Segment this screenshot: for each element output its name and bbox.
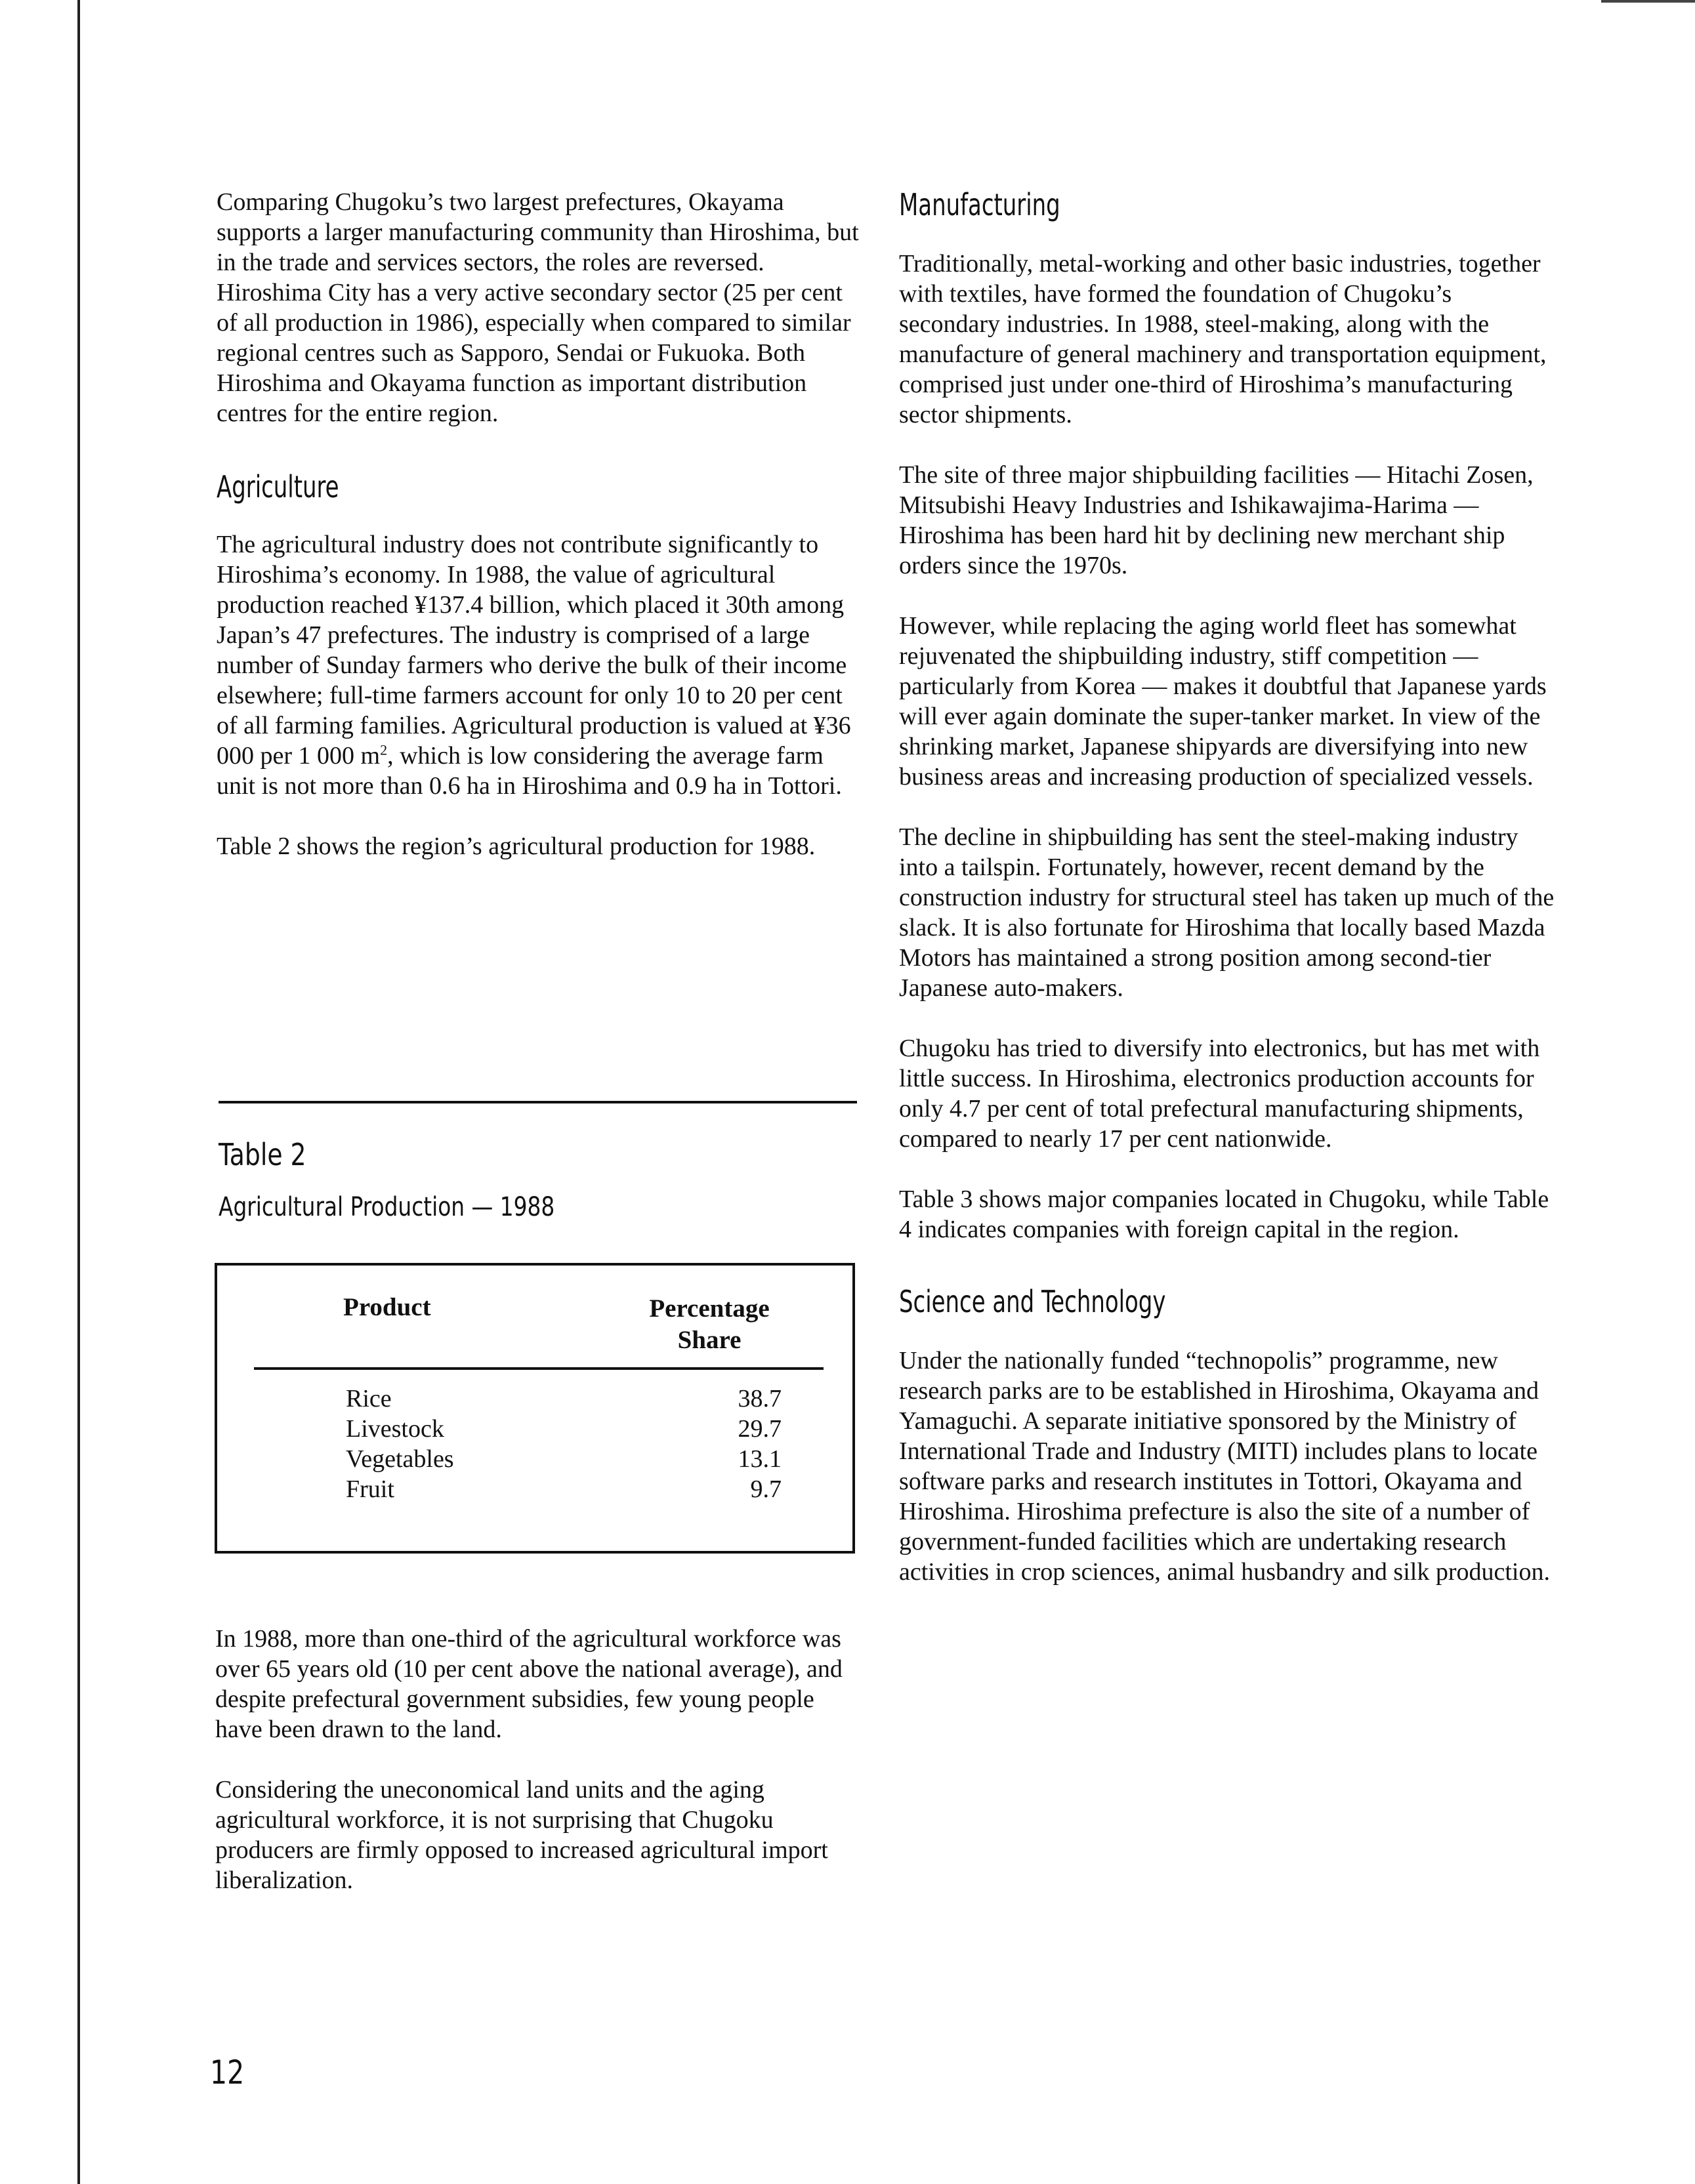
manufacturing-paragraph-4: The decline in shipbuilding has sent the steel-making industry into a tailspin. Fortunately, however, recent demand by the construction industry for structural steel has taken up much of the slack. It is also fortunate for Hiroshima that locally based Mazda Motors has maintained a strong position among second-tier Japanese auto-makers. bbox=[899, 823, 1555, 1002]
after-table-paragraph-1: In 1988, more than one-third of the agricultural workforce was over 65 years old (10 per cent above the national average), and despite prefectural government subsidies, few young people have been drawn to the land. bbox=[215, 1625, 843, 1743]
science-paragraph-1: Under the nationally funded “technopolis” programme, new research parks are to be established in Hiroshima, Okayama and Yamaguchi. A separate initiative sponsored by the Ministry of International Trade and Industry (MITI) includes plans to locate software parks and research institutes in Tottori, Okayama and Hiroshima. Hiroshima prefecture is also the site of a number of government-funded facilities which are undertaking research activities in crop sciences, animal husbandry and silk production. bbox=[899, 1347, 1550, 1586]
manufacturing-paragraph-6: Table 3 shows major companies located in Chugoku, while Table 4 indicates companies with foreign capital in the region. bbox=[899, 1185, 1549, 1243]
page-binding-edge bbox=[77, 0, 80, 2184]
table-row bbox=[217, 1474, 852, 1504]
agriculture-heading: Agriculture bbox=[217, 469, 339, 505]
left-column bbox=[217, 187, 866, 861]
cell-share: 9.7 bbox=[750, 1475, 782, 1503]
cell-product: Rice bbox=[346, 1385, 392, 1412]
header-share-line-1: Percentage bbox=[649, 1294, 770, 1323]
cell-share: 38.7 bbox=[738, 1385, 782, 1412]
after-table-paragraph-2: Considering the uneconomical land units and the aging agricultural workforce, it is not surprising that Chugoku producers are firmly opposed to increased agricultural import liberalization. bbox=[215, 1776, 828, 1894]
science-technology-heading: Science and Technology bbox=[899, 1284, 1166, 1319]
table-2-title: Table 2 bbox=[219, 1137, 306, 1172]
cell-share: 29.7 bbox=[738, 1415, 782, 1443]
cell-product: Fruit bbox=[346, 1475, 394, 1503]
left-column-lower bbox=[215, 1624, 865, 1895]
table-row bbox=[217, 1444, 852, 1474]
agriculture-p1-text: The agricultural industry does not contribute significantly to Hiroshima’s economy. In 1988, the value of agricultural production reached ¥137.4 billion, which placed it 30th among Japan’s 47 prefectures. The industry is comprised of a large number of Sunday farmers who derive the bulk of their income elsewhere; full-time farmers account for only 10 to 20 per cent of all farming families. Agricultural production is valued at ¥36 000 per 1 000 m bbox=[217, 531, 851, 770]
manufacturing-heading: Manufacturing bbox=[899, 187, 1060, 222]
table-row bbox=[217, 1414, 852, 1444]
superscript-2: 2 bbox=[380, 741, 388, 758]
header-percentage-share bbox=[617, 1293, 801, 1356]
manufacturing-paragraph-3: However, while replacing the aging world fleet has somewhat rejuvenated the shipbuilding industry, stiff competition — particularly from Korea — makes it doubtful that Japanese yards will ever again dominate the super-tanker market. In view of the shrinking market, Japanese shipyards are diversifying into new business areas and increasing production of specialized vessels. bbox=[899, 612, 1547, 791]
agriculture-paragraph-2: Table 2 shows the region’s agricultural production for 1988. bbox=[217, 833, 816, 860]
intro-paragraph: Comparing Chugoku’s two largest prefectures, Okayama supports a larger manufacturing community than Hiroshima, but in the trade and services sectors, the roles are reversed. Hiroshima City has a very active secondary sector (25 per cent of all production in 1986), especially when compared to similar regional centres such as Sapporo, Sendai or Fukuoka. Both Hiroshima and Okayama function as important distribution centres for the entire region. bbox=[217, 188, 859, 427]
agricultural-production-table bbox=[215, 1263, 855, 1554]
cell-product: Livestock bbox=[346, 1415, 444, 1443]
header-rule bbox=[254, 1367, 824, 1370]
agriculture-p1-text-cont: , which is low considering the average farm unit is not more than 0.6 ha in Hiroshima and 0.9 ha in Tottori. bbox=[217, 742, 842, 800]
table-row bbox=[217, 1384, 852, 1414]
header-share-line-2: Share bbox=[677, 1326, 742, 1354]
manufacturing-paragraph-1: Traditionally, metal-working and other basic industries, together with textiles, have formed the foundation of Chugoku’s secondary industries. In 1988, steel-making, along with the manufacture of general machinery and transportation equipment, comprised just under one-third of Hiroshima’s manufacturing sector shipments. bbox=[899, 250, 1547, 428]
page-number: 12 bbox=[210, 2053, 245, 2091]
cell-product: Vegetables bbox=[346, 1445, 454, 1473]
table-2-subtitle: Agricultural Production — 1988 bbox=[219, 1192, 555, 1222]
agriculture-paragraph-1 bbox=[217, 529, 866, 801]
cell-share: 13.1 bbox=[738, 1445, 782, 1473]
manufacturing-paragraph-5: Chugoku has tried to diversify into electronics, but has met with little success. In Hiroshima, electronics production accounts for only 4.7 per cent of total prefectural manufacturing shipments, compared to nearly 17 per cent nationwide. bbox=[899, 1035, 1540, 1153]
right-column bbox=[899, 187, 1555, 1587]
top-edge-rule bbox=[1601, 0, 1695, 3]
manufacturing-paragraph-2: The site of three major shipbuilding facilities — Hitachi Zosen, Mitsubishi Heavy Industries and Ishikawajima-Harima — Hiroshima has been hard hit by declining new merchant ship orders since the 1970s. bbox=[899, 461, 1534, 579]
header-product: Product bbox=[343, 1293, 431, 1321]
table-top-rule bbox=[219, 1101, 857, 1103]
